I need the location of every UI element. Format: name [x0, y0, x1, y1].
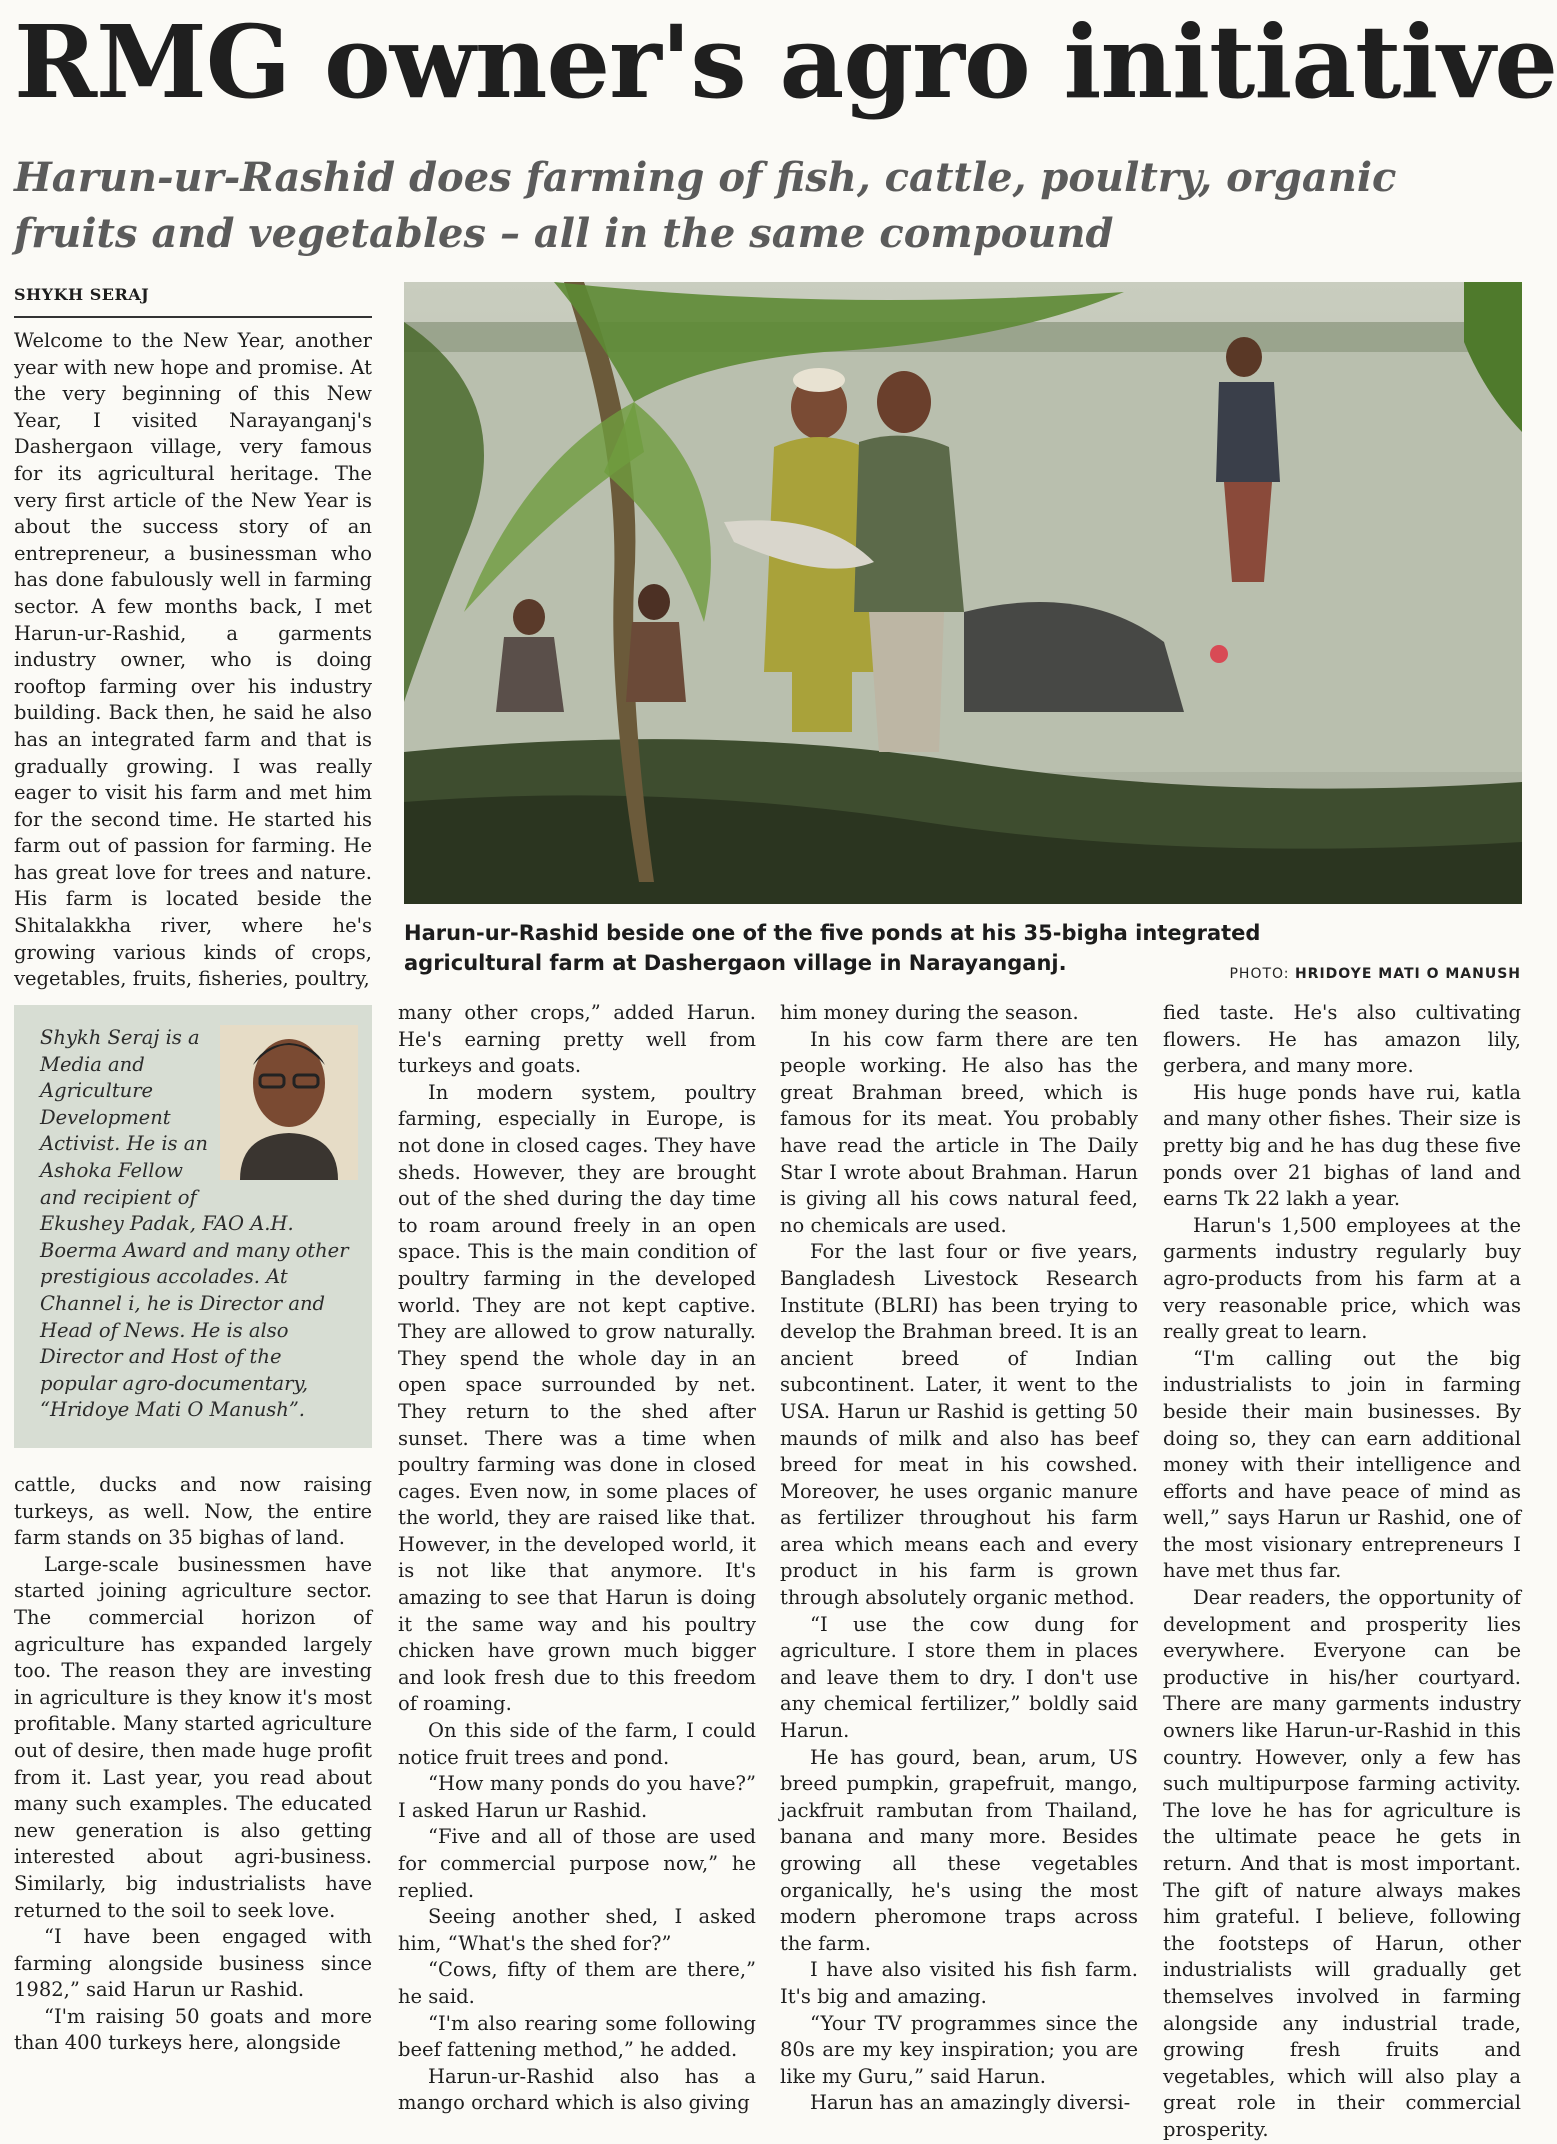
paragraph: Large-scale businessmen have started joining agriculture sector. The commercial horizon of agriculture has expanded largely too. The reason they are investing in agriculture is they know it's most profitable. Many started agriculture out of desire, then made huge profit from it. Last year, you read about many such examples. The educated new generation is also getting interested about agri-business. Similarly, big industrialists have returned to the soil to seek love. [14, 1552, 372, 1922]
paragraph: “I'm calling out the big industrialists to join in farming beside their main businesses. By doing so, they can earn additional money with their intelligence and efforts and have peace of mind as well,” says Harun ur Rashid, one of the most visionary entrepreneurs I have met thus far. [1163, 1346, 1521, 1583]
paragraph: Seeing another shed, I asked him, “What's the shed for?” [398, 1905, 756, 1955]
paragraph: Welcome to the New Year, another year with new hope and promise. At the very beginning of this New Year, I visited Narayanganj's Dashergaon village, very famous for its agricultural heritage. The very first article of the New Year is about the success story of an entrepreneur, a businessman who has done fabulously well in farming sector. A few months back, I met Harun-ur-Rashid, a garments industry owner, who is doing rooftop farming over his industry building. Back then, he said he also has an integrated farm and that is gradually growing. I was really eager to visit his farm and met him for the second time. He started his farm out of passion for farming. He has great love for trees and nature. His farm is located beside the Shitalakkha river, where he's growing various kinds of crops, vegetables, fruits, fisheries, poultry, [14, 329, 372, 991]
author-portrait [220, 1025, 358, 1180]
paragraph: His huge ponds have rui, katla and many other fishes. Their size is pretty big and he has dug these five ponds over 21 bighas of land and earns Tk 22 lakh a year. [1163, 1080, 1521, 1211]
paragraph: Harun-ur-Rashid also has a mango orchard which is also giving [398, 2064, 756, 2115]
paragraph: He has gourd, bean, arum, US breed pumpkin, grapefruit, mango, jackfruit rambutan from Thailand, banana and many more. Besides growing all these vegetables organically, he's using the most modern pheromone traps across the farm. [780, 1745, 1138, 1955]
author-bio-box [14, 1005, 372, 1448]
paragraph: Harun's 1,500 employees at the garments industry regularly buy agro-products from his farm at a very reasonable price, which was really great to learn. [1163, 1213, 1521, 1344]
paragraph: In modern system, poultry farming, especially in Europe, is not done in closed cages. They have sheds. However, they are brought out of the shed during the day time to roam around freely in an open space. This is the main condition of poultry farming in the developed world. They are not kept captive. They are allowed to grow naturally. They spend the whole day in an open space surrounded by net. They return to the shed after sunset. There was a time when poultry farming was done in closed cages. Even now, in some places of the world, they are raised like that. However, in the developed world, it is not like that anymore. It's amazing to see that Harun is doing it the same way and his poultry chicken have grown much bigger and look fresh due to this freedom of roaming. [398, 1080, 756, 1716]
article-column-1 [14, 328, 372, 991]
paragraph: “I'm raising 50 goats and more than 400 turkeys here, alongside [14, 2004, 372, 2055]
paragraph: “I use the cow dung for agriculture. I store them in places and leave them to dry. I don't use any chemical fertilizer,” boldly said Harun. [780, 1612, 1138, 1743]
photo-credit [1229, 966, 1521, 982]
article-column-1-continued [14, 1472, 372, 2068]
paragraph: cattle, ducks and now raising turkeys, as well. Now, the entire farm stands on 35 bighas of land. [14, 1473, 372, 1550]
paragraph: many other crops,” added Harun. He's earning pretty well from turkeys and goats. [398, 1001, 756, 1078]
paragraph: “Cows, fifty of them are there,” he said. [398, 1958, 756, 2008]
paragraph: “Your TV programmes since the 80s are my key inspiration; you are like my Guru,” said Harun. [780, 2011, 1138, 2088]
article-column-3 [780, 1000, 1138, 2115]
byline: SHYKH SERAJ [14, 285, 372, 318]
article-column-4 [1163, 1000, 1521, 2141]
paragraph: On this side of the farm, I could notice fruit trees and pond. [398, 1719, 756, 1769]
article-column-2 [398, 1000, 756, 2115]
paragraph: “How many ponds do you have?” I asked Harun ur Rashid. [398, 1772, 756, 1822]
headline: RMG owner's agro initiative [14, 3, 1557, 121]
photo-credit-label: PHOTO: [1229, 966, 1290, 982]
paragraph: Dear readers, the opportunity of development and prosperity lies everywhere. Everyone can be productive in his/her courtyard. There are many garments industry owners like Harun-ur-Rashid in this country. However, only a few has such multipurpose farming activity. The love he has for agriculture is the ultimate peace he gets in return. And that is most important. The gift of nature always makes him grateful. I believe, following the footsteps of Harun, other industrialists will gradually get themselves involved in farming alongside any industrial trade, growing fresh fruits and vegetables, which will also play a great role in their commercial prosperity. [1163, 1586, 1521, 2141]
farm-pond-illustration [404, 282, 1522, 904]
article-photo [404, 282, 1522, 904]
paragraph: In his cow farm there are ten people working. He also has the great Brahman breed, which is famous for its meat. You probably have read the article in The Daily Star I wrote about Brahman. Harun is giving all his cows natural feed, no chemicals are used. [780, 1027, 1138, 1237]
paragraph: him money during the season. [780, 1001, 1079, 1024]
deck-subheadline: Harun-ur-Rashid does farming of fish, cattle, poultry, organic fruits and vegetables – all in the same compound [14, 154, 1397, 257]
paragraph: Harun has an amazingly diversi- [810, 2091, 1131, 2115]
paragraph: “Five and all of those are used for commercial purpose now,” he replied. [398, 1825, 756, 1902]
author-portrait-drawing [220, 1025, 358, 1180]
paragraph: I have also visited his fish farm. It's big and amazing. [780, 1958, 1138, 2008]
paragraph: For the last four or five years, Bangladesh Livestock Research Institute (BLRI) has been trying to develop the Brahman breed. It is an ancient breed of Indian subcontinent. Later, it went to the USA. Harun ur Rashid is getting 50 maunds of milk and also has beef breed for meat in his cowshed. Moreover, he uses organic manure as fertilizer throughout his farm area which means each and every product in his farm is grown through absolutely organic method. [780, 1240, 1138, 1610]
photo-caption: Harun-ur-Rashid beside one of the five ponds at his 35-bigha integrated agricultural farm at Dashergaon village in Narayanganj. [404, 921, 1261, 975]
photo-credit-name: HRIDOYE MATI O MANUSH [1294, 966, 1521, 982]
author-bio-text: Shykh Seraj is a Media and Agriculture Development Activist. He is an Ashoka Fellow and recipient of Ekushey Padak, FAO A.H. Boerma Award and many other prestigious accolades. At Channel i, he is Director and Head of News. He is also Director and Host of the popular agro-documentary, “Hridoye Mati O Manush”. [40, 1026, 349, 1422]
paragraph: “I'm also rearing some following beef fattening method,” he added. [398, 2011, 756, 2062]
paragraph: fied taste. He's also cultivating flowers. He has amazon lily, gerbera, and many more. [1163, 1001, 1521, 1078]
paragraph: “I have been engaged with farming alongside business since 1982,” said Harun ur Rashid. [14, 1925, 372, 2002]
